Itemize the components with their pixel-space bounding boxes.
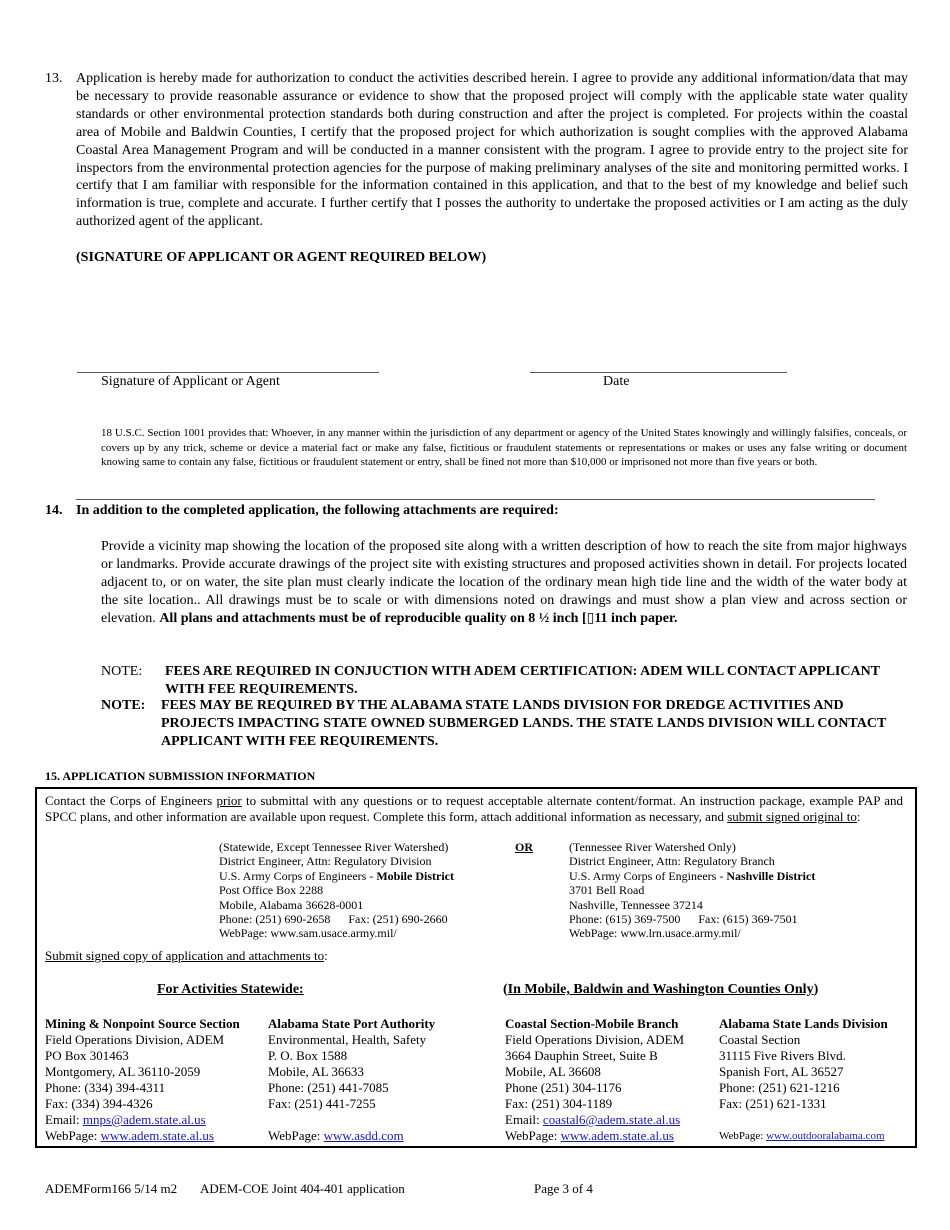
- contact-line: Environmental, Health, Safety: [268, 1032, 427, 1047]
- contact-web-row: [45, 1128, 240, 1144]
- footer-form-id: ADEMForm166 5/14 m2: [45, 1181, 178, 1196]
- nashville-org-prefix: U.S. Army Corps of Engineers -: [569, 868, 727, 883]
- submit-copy-text: Submit signed copy of application and attachments to: [45, 948, 325, 963]
- contact-title: Coastal Section-Mobile Branch: [505, 1016, 679, 1031]
- web-label: WebPage:: [719, 1130, 767, 1142]
- contact-port-authority: [268, 1016, 435, 1144]
- email-label: Email:: [45, 1112, 83, 1127]
- note-2-label: NOTE:: [101, 698, 146, 713]
- date-line[interactable]: [530, 372, 787, 373]
- item-13-body: Application is hereby made for authorization to conduct the activities described herein. I agree to provide any additional information/data that may be necessary to provide reasonable assurance or evidence to show that the proposed project will comply with the applicable state water quality standards or other environmental protection standards both during construction and after the project is completed. For projects within the coastal area of Mobile and Baldwin Counties, I certify that the proposed project for which authorization is sought complies with the approved Alabama Coastal Area Management Program and will be conducted in a manner consistent with the program. I agree to provide entry to the project site for inspectors from the environmental protection agencies for the purpose of making preliminary analyses of the site and monitoring permitted works. I certify that I am familiar with responsible for the information contained in this application, and that to the best of my knowledge and belief such information is true, complete and accurate. I further certify that I posses the authority to undertake the proposed activities or I am acting as the duly authorized agent of the applicant.: [76, 71, 908, 230]
- contact-line: Phone: (251) 441-7085: [268, 1080, 389, 1095]
- nashville-city: Nashville, Tennessee 37214: [569, 897, 703, 912]
- intro-colon: :: [856, 809, 861, 824]
- item-15-heading: 15. APPLICATION SUBMISSION INFORMATION: [45, 769, 316, 783]
- submit-copy-colon: :: [324, 948, 328, 963]
- mobile-phone: Phone: (251) 690-2658: [219, 912, 331, 927]
- contact-line: 31115 Five Rivers Blvd.: [719, 1048, 846, 1063]
- contact-line: P. O. Box 1588: [268, 1048, 348, 1063]
- mobile-street: Post Office Box 2288: [219, 883, 324, 898]
- mobile-fax: Fax: (251) 690-2660: [348, 912, 448, 927]
- contact-line: Phone (251) 304-1176: [505, 1080, 622, 1095]
- nashville-phone-fax: [569, 912, 815, 926]
- section-divider: [76, 499, 875, 500]
- date-label: Date: [603, 374, 630, 389]
- web-link[interactable]: www.asdd.com: [323, 1128, 404, 1143]
- mobile-attn: District Engineer, Attn: Regulatory Division: [219, 854, 432, 869]
- footer-form-name: ADEM-COE Joint 404-401 application: [200, 1181, 405, 1196]
- nashville-district-address: [569, 840, 815, 941]
- coastal-heading: (In Mobile, Baldwin and Washington Counties Only): [503, 982, 819, 997]
- contact-line: Phone: (334) 394-4311: [45, 1080, 166, 1095]
- legal-notice: 18 U.S.C. Section 1001 provides that: Whoever, in any manner within the jurisdiction of any department or agency of the United States knowingly and willingly falsifies, conceals, or covers up by any trick, scheme or device a material fact or make any false, fictitious or fraudulent statements or representations or makes or uses any false writing or document knowing same to contain any false, fictitious or fraudulent statement or entry, shall be fined not more than $10,000 or imprisoned not more than five years or both.: [101, 427, 907, 468]
- contact-title: Mining & Nonpoint Source Section: [45, 1016, 240, 1031]
- contact-line: PO Box 301463: [45, 1048, 129, 1063]
- note-1-label: NOTE:: [101, 664, 143, 679]
- intro-prior: prior: [216, 793, 242, 808]
- nashville-street: 3701 Bell Road: [569, 883, 645, 898]
- web-link[interactable]: www.outdooralabama.com: [766, 1130, 885, 1142]
- contact-web-row: [505, 1128, 684, 1144]
- contact-email-row-empty: [719, 1112, 888, 1128]
- intro-text-2: to submittal with any questions or to request acceptable alternate content/format. An instruction package, example PAP and SPCC plans, and other information are available upon request. Complete this form, attach additional information as necessary, and: [45, 793, 903, 824]
- mobile-org: [219, 869, 454, 883]
- note-2-text: FEES MAY BE REQUIRED BY THE ALABAMA STATE LANDS DIVISION FOR DREDGE ACTIVITIES AND PROJECTS IMPACTING STATE OWNED SUBMERGED LANDS. THE STATE LANDS DIVISION WILL CONTACT APPLICANT WITH FEE REQUIREMENTS.: [161, 698, 887, 749]
- coastal-heading-text: In Mobile, Baldwin and Washington Counties Only: [507, 982, 814, 997]
- web-link[interactable]: www.adem.state.al.us: [100, 1128, 214, 1143]
- web-label: WebPage:: [45, 1128, 101, 1143]
- statewide-heading: For Activities Statewide:: [157, 982, 304, 997]
- mobile-org-prefix: U.S. Army Corps of Engineers -: [219, 868, 377, 883]
- contact-line: 3664 Dauphin Street, Suite B: [505, 1048, 658, 1063]
- contact-title: Alabama State Lands Division: [719, 1016, 888, 1031]
- contact-coastal-mobile: [505, 1016, 684, 1144]
- item-14-number: 14.: [45, 503, 63, 518]
- contact-line: Mobile, AL 36608: [505, 1064, 601, 1079]
- contact-web-row: [268, 1128, 435, 1144]
- email-label: Email:: [505, 1112, 543, 1127]
- footer-page-number: Page 3 of 4: [534, 1181, 593, 1196]
- contact-web-row: [719, 1128, 888, 1144]
- contact-email-row-empty: [268, 1112, 435, 1128]
- web-link[interactable]: www.adem.state.al.us: [560, 1128, 674, 1143]
- mobile-district-address: [219, 840, 454, 941]
- contact-email-row: [505, 1112, 684, 1128]
- contact-line: Phone: (251) 621-1216: [719, 1080, 840, 1095]
- mobile-phone-fax: [219, 912, 454, 926]
- nashville-attn: District Engineer, Attn: Regulatory Branch: [569, 854, 775, 869]
- web-label: WebPage:: [268, 1128, 324, 1143]
- nashville-fax: Fax: (615) 369-7501: [698, 912, 798, 927]
- contact-title: Alabama State Port Authority: [268, 1016, 436, 1031]
- item-13-number: 13.: [45, 71, 63, 86]
- contact-email-row: [45, 1112, 240, 1128]
- item-14-body: [101, 538, 907, 628]
- contact-line: Montgomery, AL 36110-2059: [45, 1064, 201, 1079]
- intro-submit-original: submit signed original to: [727, 809, 857, 824]
- email-link[interactable]: mnps@adem.state.al.us: [82, 1112, 206, 1127]
- intro-text-1: Contact the Corps of Engineers: [45, 793, 217, 808]
- item-14-body-bold: All plans and attachments must be of reproducible quality on 8 ½ inch [▯11 inch paper.: [159, 610, 678, 626]
- mobile-district-name: Mobile District: [376, 868, 454, 883]
- contact-mining-nonpoint: [45, 1016, 240, 1144]
- web-label: WebPage:: [505, 1128, 561, 1143]
- contact-line: Field Operations Division, ADEM: [505, 1032, 685, 1047]
- contact-line: Fax: (251) 441-7255: [268, 1096, 376, 1111]
- mobile-scope: (Statewide, Except Tennessee River Watershed): [219, 840, 449, 854]
- email-link[interactable]: coastal6@adem.state.al.us: [542, 1112, 681, 1127]
- mobile-web: WebPage: www.sam.usace.army.mil/: [219, 926, 397, 941]
- item-14-heading: In addition to the completed application, the following attachments are required:: [76, 503, 559, 518]
- contact-line: Field Operations Division, ADEM: [45, 1032, 225, 1047]
- nashville-web: WebPage: www.lrn.usace.army.mil/: [569, 926, 741, 941]
- nashville-org: [569, 869, 815, 883]
- contact-line: Fax: (251) 304-1189: [505, 1096, 613, 1111]
- signature-label: Signature of Applicant or Agent: [101, 374, 280, 389]
- nashville-phone: Phone: (615) 369-7500: [569, 912, 681, 927]
- note-1-text: FEES ARE REQUIRED IN CONJUCTION WITH ADEM CERTIFICATION: ADEM WILL CONTACT APPLICANT WITH FEE REQUIREMENTS.: [165, 664, 880, 697]
- or-label: OR: [515, 840, 533, 854]
- contact-state-lands: [719, 1016, 888, 1144]
- contact-line: Spanish Fort, AL 36527: [719, 1064, 844, 1079]
- item-14-body-text: Provide a vicinity map showing the location of the proposed site along with a written description of how to reach the site from major highways or landmarks. Provide accurate drawings of the project site with existing structures and proposed activities shown in detail. For projects located adjacent to, or on water, the site plan must clearly indicate the location of the ordinary mean high tide line and the width of the water body at the site location.. All drawings must be to scale or with dimensions noted on drawings and must show a plan view and across section or elevation.: [101, 539, 907, 626]
- submit-copy-line: [45, 948, 328, 964]
- nashville-district-name: Nashville District: [726, 868, 816, 883]
- signature-required-heading: (SIGNATURE OF APPLICANT OR AGENT REQUIRED BELOW): [76, 250, 487, 265]
- submission-intro: [45, 793, 903, 825]
- mobile-city: Mobile, Alabama 36628-0001: [219, 897, 364, 912]
- contact-line: Fax: (251) 621-1331: [719, 1096, 827, 1111]
- contact-line: Mobile, AL 36633: [268, 1064, 364, 1079]
- nashville-scope: (Tennessee River Watershed Only): [569, 840, 736, 854]
- contact-line: Coastal Section: [719, 1032, 801, 1047]
- contact-line: Fax: (334) 394-4326: [45, 1096, 153, 1111]
